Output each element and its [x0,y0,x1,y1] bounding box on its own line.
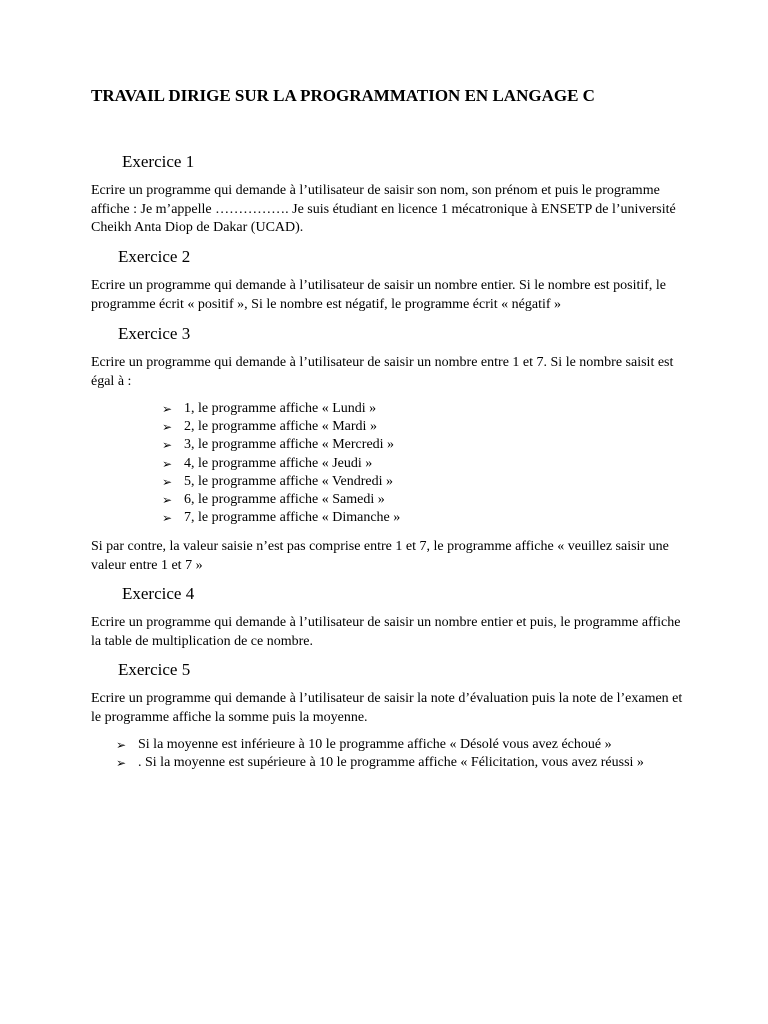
list-item: ➢ 7, le programme affiche « Dimanche » [162,509,400,527]
list-item: ➢ Si la moyenne est inférieure à 10 le programme affiche « Désolé vous avez échoué » [116,736,676,754]
arrow-bullet-icon: ➢ [162,474,173,489]
list-item: ➢ 2, le programme affiche « Mardi » [162,418,400,436]
exercise-3-heading: Exercice 3 [118,324,191,343]
exercise-1-text: Ecrire un programme qui demande à l’utilisateur de saisir son nom, son prénom et puis le programme affiche : Je m’appelle ……………. Je suis étudiant en licence 1 mécatronique à ENSETP de l’université Cheikh Anta Diop de Dakar (UCAD). [91,183,676,235]
list-item: ➢ . Si la moyenne est supérieure à 10 le programme affiche « Félicitation, vous avez réussi » [116,754,676,772]
list-item: ➢ 4, le programme affiche « Jeudi » [162,455,400,473]
arrow-bullet-icon: ➢ [116,738,127,752]
arrow-bullet-icon: ➢ [162,456,173,471]
list-item: ➢ 6, le programme affiche « Samedi » [162,491,400,509]
exercise-5-list [116,736,676,772]
exercise-3-text-after: Si par contre, la valeur saisie n’est pas comprise entre 1 et 7, le programme affiche « veuillez saisir une valeur entre 1 et 7 » [91,539,669,573]
exercise-5-heading: Exercice 5 [118,660,191,679]
exercise-5-text: Ecrire un programme qui demande à l’utilisateur de saisir la note d’évaluation puis la note de l’examen et le programme affiche la somme puis la moyenne. [91,691,683,725]
arrow-bullet-icon: ➢ [162,402,173,416]
exercise-4-heading: Exercice 4 [122,584,195,603]
exercise-4-text: Ecrire un programme qui demande à l’utilisateur de saisir un nombre entier et puis, le programme affiche la table de multiplication de ce nombre. [91,615,681,649]
exercise-2-text: Ecrire un programme qui demande à l’utilisateur de saisir un nombre entier. Si le nombre est positif, le programme écrit « positif », Si le nombre est négatif, le programme écrit « négatif » [91,278,667,312]
list-item: ➢ 1, le programme affiche « Lundi » [162,400,400,418]
exercise-2-heading: Exercice 2 [118,247,191,266]
exercise-3-text: Ecrire un programme qui demande à l’utilisateur de saisir un nombre entre 1 et 7. Si le nombre saisit est égal à : [91,355,674,389]
list-item: ➢ 3, le programme affiche « Mercredi » [162,436,400,454]
arrow-bullet-icon: ➢ [162,511,173,526]
exercise-3-list [162,400,400,527]
arrow-bullet-icon: ➢ [116,756,127,771]
arrow-bullet-icon: ➢ [162,420,173,435]
document-title: TRAVAIL DIRIGE SUR LA PROGRAMMATION EN LANGAGE C [91,86,595,105]
arrow-bullet-icon: ➢ [162,438,173,453]
arrow-bullet-icon: ➢ [162,493,173,508]
exercise-1-heading: Exercice 1 [122,152,195,171]
list-item: ➢ 5, le programme affiche « Vendredi » [162,473,400,491]
